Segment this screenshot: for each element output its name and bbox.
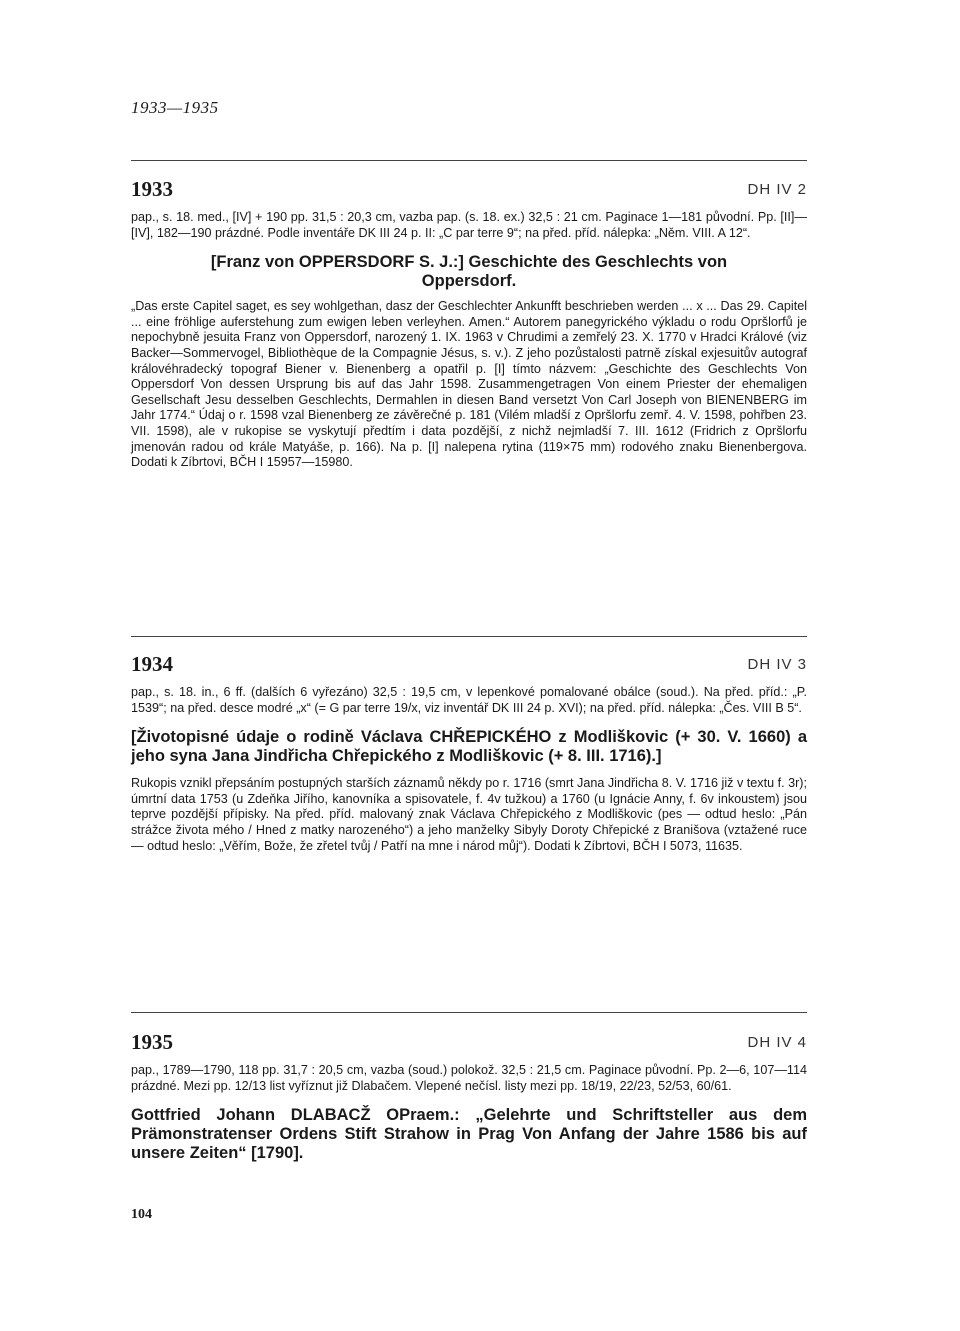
entry-title: Gottfried Johann DLABACŽ OPraem.: „Gelehrte und Schriftsteller aus dem Prämonstratenser Ordens Stift Strahow in Prag Von Anfang der Jahre 1586 bis auf unsere Zeiten“ [1790]. xyxy=(131,1106,807,1163)
shelfmark: DH IV 3 xyxy=(747,656,807,673)
divider xyxy=(131,636,807,637)
divider xyxy=(131,1012,807,1013)
shelfmark: DH IV 2 xyxy=(747,181,807,198)
entry-number: 1935 xyxy=(131,1030,173,1054)
entry-body: „Das erste Capitel saget, es sey wohlgethan, dasz der Geschlechter Ankunfft beschrieben werden ... x ... Das 29. Capitel ... eine fröhlige auferstehung zum ewigen leben verleyhen. Amen.“ Autorem panegyrického výkladu o rodu Opršlorfů je nepochybně jesuita Franz von Oppersdorf, narozený 1. IX. 1963 v Chrudimi a zemřelý 23. X. 1770 v Hradci Králové (viz Backer—Sommervogel, Bibliothèque de la Compagnie Jésus, s. v.). Z jeho pozůstalosti patrně získal exjesuitův autograf královéhradecký topograf Biener v. Bienenberg a opatřil p. [I] tímto názvem: „Geschichte des Geschlechts Von Oppersdorf Von dessen Ursprung bis auf das Jahr 1598. Zusammengetragen Von einem Priester der ehemaligen Gesellschaft Jesu desselben Geschlechts, Dermahlen in diesen Band versetzt Von Carl Joseph von BIENENBERG im Jahr 1774.“ Údaj o r. 1598 vzal Bienenberg ze závěrečné p. 181 (Vilém mladší z Opršlorfu zemř. 4. V. 1598, pohřben 23. VII. 1598), ale v rukopise se vyskytují předtím i data pozdější, z nichž nejmladší 7. III. 1612 (Fridrich z Opršlorfu jmenován radou od krále Matyáše, p. 166). Na p. [I] nalepena rytina (119×75 mm) rodového znaku Bienenbergova. Dodati k Zíbrtovi, BČH I 15957—15980. xyxy=(131,299,807,470)
divider xyxy=(131,160,807,161)
page-number: 104 xyxy=(131,1207,152,1222)
shelfmark: DH IV 4 xyxy=(747,1034,807,1051)
physical-description: pap., 1789—1790, 118 pp. 31,7 : 20,5 cm, vazba (soud.) polokož. 32,5 : 21,5 cm. Paginace původní. Pp. 2—6, 107—114 prázdné. Mezi pp. 12/13 list vyříznut již Dlabačem. Vlepené nečísl. listy mezi pp. 18/19, 22/23, 52/53, 60/61. xyxy=(131,1063,807,1093)
entry-number: 1933 xyxy=(131,177,173,201)
physical-description: pap., s. 18. med., [IV] + 190 pp. 31,5 : 20,3 cm, vazba pap. (s. 18. ex.) 32,5 : 21 cm. Paginace 1—181 původní. Pp. [II]—[IV], 182—190 prázdné. Podle inventáře DK III 24 p. II: „C par terre 9“; na před. příd. nálepka: „Něm. VIII. A 12“. xyxy=(131,210,807,240)
entry-body: Rukopis vznikl přepsáním postupných starších záznamů někdy po r. 1716 (smrt Jana Jindřicha 8. V. 1716 již v textu f. 3r); úmrtní data 1753 (u Zdeňka Jiřího, kanovníka a spisovatele, f. 4v tužkou) a 1760 (u Ignácie Anny, f. 6v inkoustem) jsou teprve pozdější přípisky. Na před. příd. malovaný znak Václava Chřepického z Modliškovic (pes — odtud heslo: „Pán strážce života mého / Hned z matky narozeného“) a jeho manželky Sibyly Doroty Chřepické z Branišova (vztažené ruce — odtud heslo: „Věřím, Bože, že zřetel tvůj / Patří na mne i národ můj“). Dodati k Zíbrtovi, BČH I 5073, 11635. xyxy=(131,776,807,853)
entry-title: [Franz von OPPERSDORF S. J.:] Geschichte des Geschlechts von Oppersdorf. xyxy=(210,253,728,291)
entry-1935 xyxy=(131,1030,807,1163)
entry-title: [Životopisné údaje o rodině Václava CHŘEPICKÉHO z Modliškovic (+ 30. V. 1660) a jeho syna Jana Jindřicha Chřepického z Modliškovic (+ 8. III. 1716).] xyxy=(131,728,807,766)
entry-1933 xyxy=(131,177,807,471)
entry-1934 xyxy=(131,652,807,854)
physical-description: pap., s. 18. in., 6 ff. (dalších 6 vyřezáno) 32,5 : 19,5 cm, v lepenkové pomalované obálce (soud.). Na před. příd.: „P. 1539“; na před. desce modré „x“ (= G par terre 19/x, viz inventář DK III 24 p. XVI); na před. příd. nálepka: „Čes. VIII B 5“. xyxy=(131,685,807,715)
running-head: 1933—1935 xyxy=(131,98,219,117)
entry-number: 1934 xyxy=(131,652,173,676)
